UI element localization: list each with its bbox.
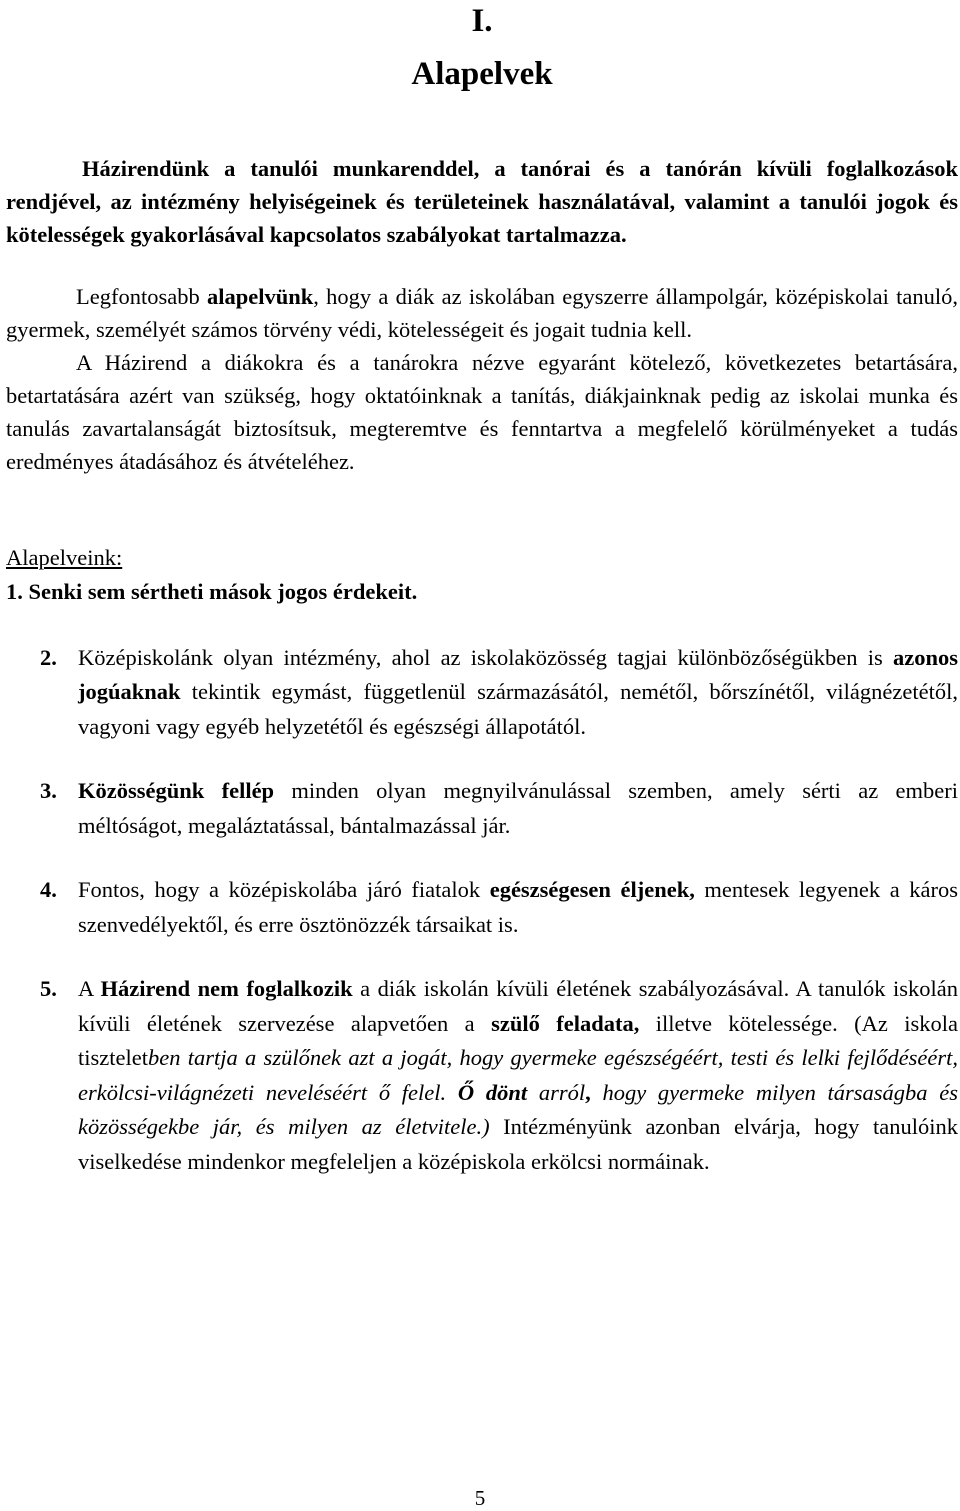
principle-item-5 <box>6 972 958 1179</box>
principle-item-5-text-c: illetve kötelessége. (Az iskola tisztelet <box>78 1010 959 1070</box>
page-number: 5 <box>474 1486 486 1510</box>
paragraph-principle-text-b: , hogy a diák az iskolában egyszerre állampolgár, középiskolai tanuló, gyermek, személyét számos törvény védi, kötelességeit és jogait tudnia kell. <box>6 284 958 342</box>
principle-item-5-italic-b: arról <box>527 1079 586 1105</box>
principle-item-5-text-b: a diák iskolán kívüli életének szabályozásával. A tanulók iskolán kívüli életének szervezése alapvetően a <box>78 976 959 1036</box>
principle-item-5-bold-a: Házirend nem foglalkozik <box>100 976 353 1001</box>
principle-item-2-text-b: tekintik egymást, függetlenül származásától, nemétől, bőrszínétől, világnézetétől, vagyoni vagy egyéb helyzetétől és egészségi állapotától. <box>78 679 958 739</box>
paragraph-principle <box>6 280 958 346</box>
principle-item-1-text: Senki sem sértheti mások jogos érdekeit. <box>28 579 418 604</box>
principle-item-4-text-a: Fontos, hogy a középiskolába járó fiatalok <box>78 877 490 902</box>
document-page <box>6 0 958 1179</box>
list-heading: Alapelveink: <box>6 545 123 570</box>
principle-item-5-italic-a: ben tartja a szülőnek azt a jogát, hogy gyermeke egészségéért, testi és lelki fejlődéséért, erkölcsi-világnézeti neveléséért ő felel. <box>78 1045 958 1105</box>
principle-item-4 <box>6 873 958 942</box>
principle-item-5-text-a: A <box>78 976 101 1001</box>
principle-item-5-bold-comma: , <box>585 1079 591 1105</box>
principle-item-3-bold: Közösségünk fellép <box>78 778 275 803</box>
principle-item-5-text-d: Intézményünk azonban elvárja, hogy tanulóink viselkedése mindenkor megfeleljen a középiskola erkölcsi normáinak. <box>78 1114 958 1174</box>
principle-item-5-italic-c: hogy gyermeke milyen társaságba és közösségekbe jár, és milyen az életvitele.) <box>78 1079 959 1139</box>
chapter-number: I. <box>471 3 493 39</box>
principle-item-5-bold-italic: Ő dönt <box>457 1079 528 1105</box>
chapter-title: Alapelvek <box>411 56 553 92</box>
principle-item-4-number: 4. <box>40 877 57 902</box>
principle-item-4-bold: egészségesen éljenek, <box>489 877 695 902</box>
principle-item-1 <box>6 575 958 610</box>
principle-item-2 <box>6 641 958 745</box>
paragraph-principle-bold: alapelvünk <box>206 284 314 309</box>
paragraph-house-rules: A Házirend a diákokra és a tanárokra nézve egyaránt kötelező, következetes betartására, betartatására azért van szükség, hogy oktatóinknak a tanítás, diákjainknak pedig az iskolai munka és tanulás zavartalanságát biztosítsuk, megteremtve és fenntartva a megfelelő körülményeket a tudás eredményes átadásához és átvételéhez. <box>6 350 958 474</box>
paragraph-principle-text-a: Legfontosabb <box>76 284 207 309</box>
principle-item-2-bold: azonos jogúaknak <box>78 644 958 704</box>
principle-item-4-text-b: mentesek legyenek a káros szenvedélyektől, és erre ösztönözzék társaikat is. <box>78 877 958 937</box>
principle-item-2-number: 2. <box>40 644 57 670</box>
intro-paragraph: Házirendünk a tanulói munkarenddel, a tanórai és a tanórán kívüli foglalkozások rendjével, az intézmény helyiségeinek és területeinek használatával, valamint a tanulói jogok és kötelességek gyakorlásával kapcsolatos szabályokat tartalmazza. <box>6 156 958 247</box>
principle-item-3-number: 3. <box>40 778 57 803</box>
principle-item-5-bold-b: szülő feladata, <box>491 1010 640 1036</box>
principle-item-1-number: 1. <box>6 579 23 604</box>
principle-item-5-number: 5. <box>40 976 57 1001</box>
principle-item-3-text: minden olyan megnyilvánulással szemben, amely sérti az emberi méltóságot, megaláztatással, bántalmazással jár. <box>78 778 958 838</box>
principle-item-2-text-a: Középiskolánk olyan intézmény, ahol az iskolaközösség tagjai különbözőségükben is <box>78 644 893 670</box>
principle-item-3 <box>6 774 958 843</box>
